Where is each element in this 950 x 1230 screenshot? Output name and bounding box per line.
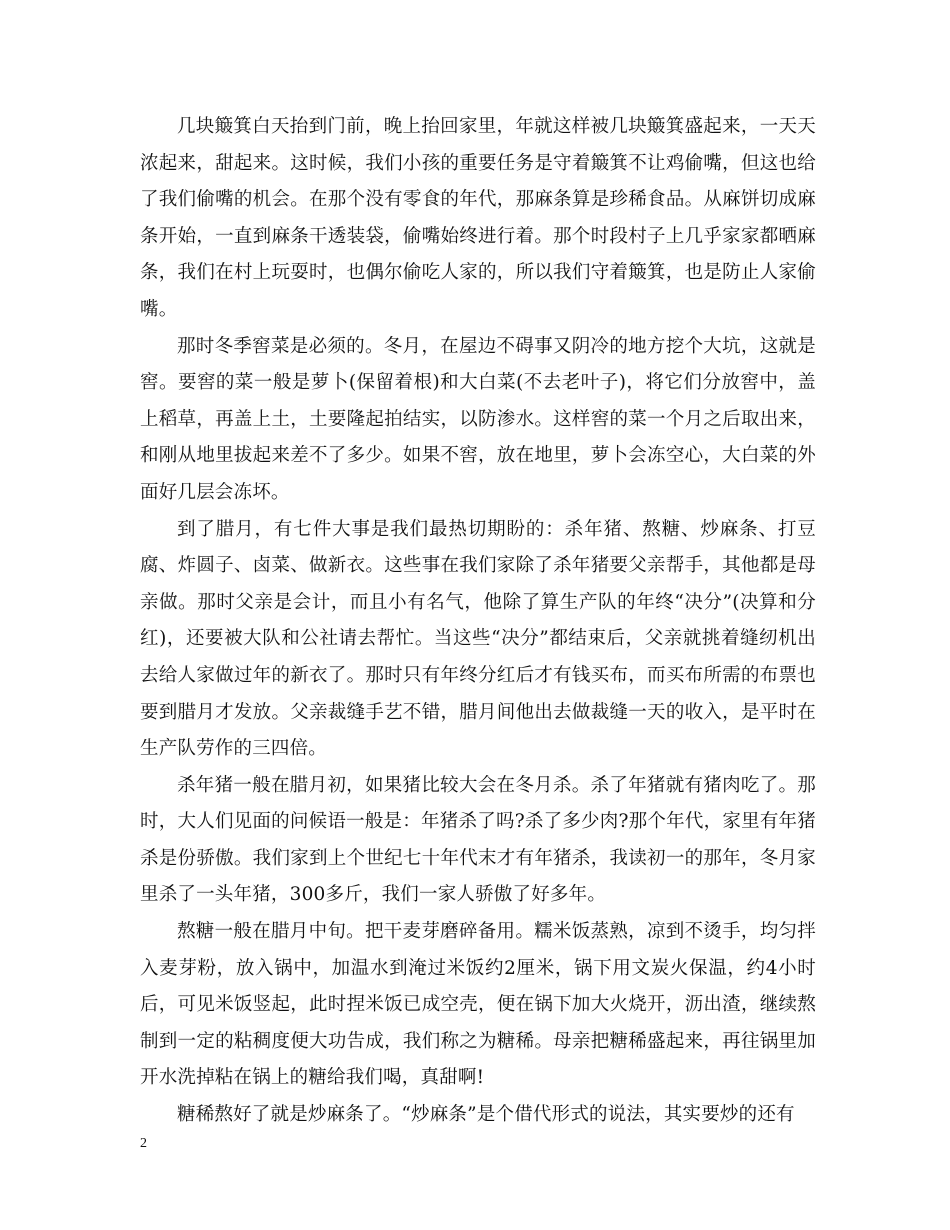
paragraph: 杀年猪一般在腊月初，如果猪比较大会在冬月杀。杀了年猪就有猪肉吃了。那时，大人们见面的问候语一般是：年猪杀了吗?杀了多少肉?那个年代，家里有年猪杀是份骄傲。我们家到上个世纪七十年代末才有年猪杀，我读初一的那年，冬月家里杀了一头年猪，300多斤，我们一家人骄傲了好多年。: [140, 774, 816, 906]
paragraph: 糖稀熬好了就是炒麻条了。“炒麻条”是个借代形式的说法，其实要炒的还有: [177, 1104, 795, 1126]
paragraph: 熬糖一般在腊月中旬。把干麦芽磨碎备用。糯米饭蒸熟，凉到不烫手，均匀拌入麦芽粉，放入锅中，加温水到淹过米饭约2厘米，锅下用文炭火保温，约4小时后，可见米饭竖起，此时捏米饭已成空壳，便在锅下加大火烧开，沥出渣，继续熬制到一定的粘稠度便大功告成，我们称之为糖稀。母亲把糖稀盛起来，再往锅里加开水洗掉粘在锅上的糖给我们喝，真甜啊!: [140, 921, 816, 1089]
document-body: [140, 109, 816, 1134]
paragraph: 几块簸箕白天抬到门前，晚上抬回家里，年就这样被几块簸箕盛起来，一天天浓起来，甜起来。这时候，我们小孩的重要任务是守着簸箕不让鸡偷嘴，但这也给了我们偷嘴的机会。在那个没有零食的年代，那麻条算是珍稀食品。从麻饼切成麻条开始，一直到麻条干透装袋，偷嘴始终进行着。那个时段村子上几乎家家都晒麻条，我们在村上玩耍时，也偶尔偷吃人家的，所以我们守着簸箕，也是防止人家偷嘴。: [140, 116, 816, 320]
paragraph: 那时冬季窖菜是必须的。冬月，在屋边不碍事又阴冷的地方挖个大坑，这就是窖。要窖的菜一般是萝卜(保留着根)和大白菜(不去老叶子)，将它们分放窖中，盖上稻草，再盖上土，土要隆起拍结实，以防渗水。这样窖的菜一个月之后取出来，和刚从地里拔起来差不了多少。如果不窖，放在地里，萝卜会冻空心，大白菜的外面好几层会冻坏。: [140, 335, 816, 503]
page-number: 2: [140, 1136, 147, 1151]
paragraph: 到了腊月，有七件大事是我们最热切期盼的：杀年猪、熬糖、炒麻条、打豆腐、炸圆子、卤菜、做新衣。这些事在我们家除了杀年猪要父亲帮手，其他都是母亲做。那时父亲是会计，而且小有名气，他除了算生产队的年终“决分”(决算和分红)，还要被大队和公社请去帮忙。当这些“决分”都结束后，父亲就挑着缝纫机出去给人家做过年的新衣了。那时只有年终分红后才有钱买布，而买布所需的布票也要到腊月才发放。父亲裁缝手艺不错，腊月间他出去做裁缝一天的收入，是平时在生产队劳作的三四倍。: [140, 518, 816, 760]
